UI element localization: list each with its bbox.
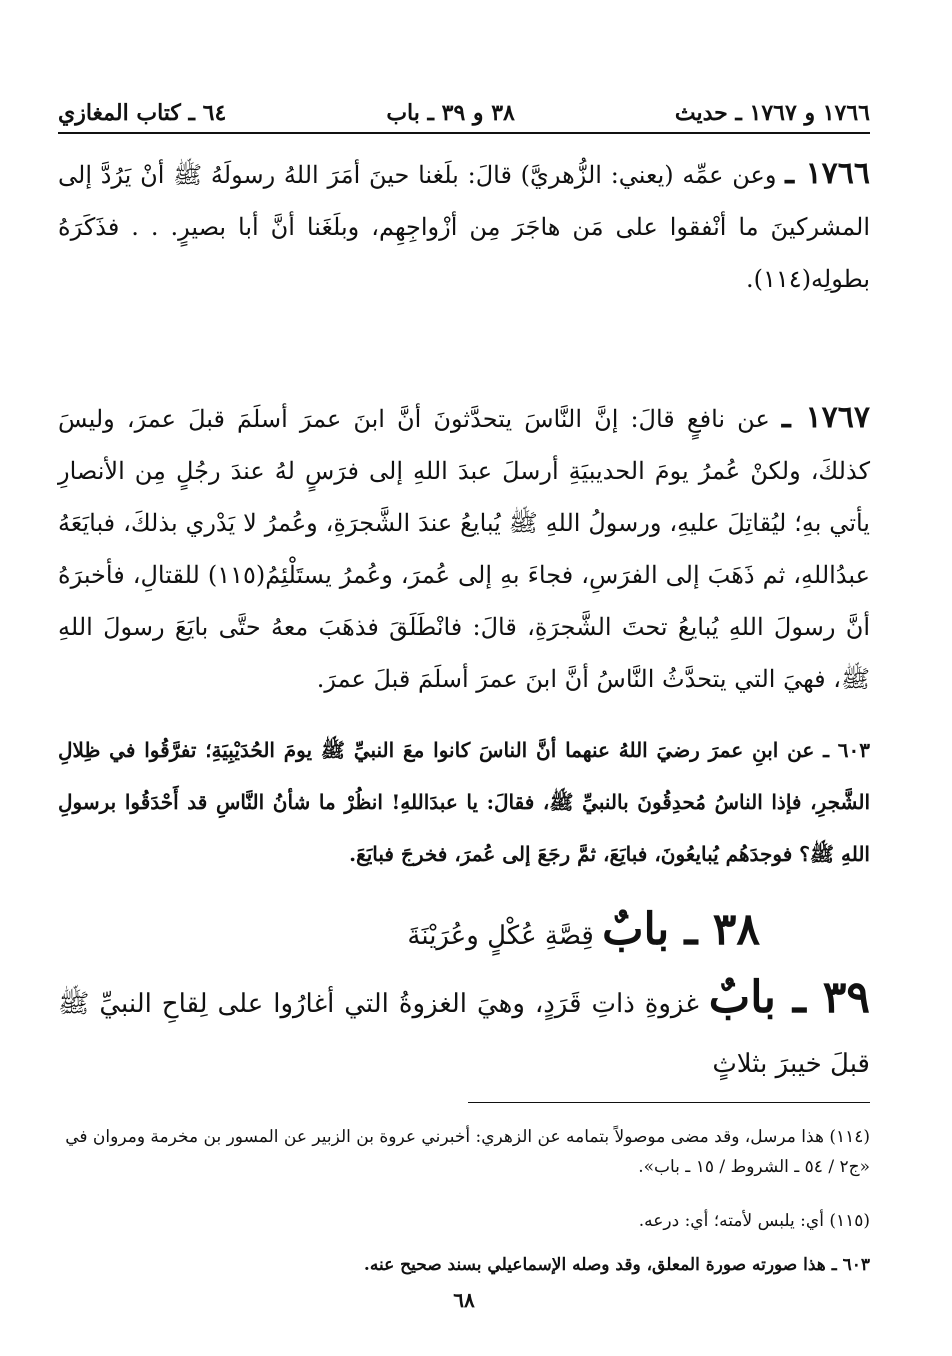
chapter-title: قِصَّةِ عُكْلٍ وعُرَيْنَةَ	[407, 921, 594, 951]
hadith-number: ١٧٦٧ ـ	[781, 400, 870, 435]
header-divider	[58, 132, 870, 134]
header-book-title: ٦٤ ـ كتاب المغازي	[58, 100, 227, 126]
chapter-38-heading	[58, 900, 760, 966]
hadith-text: ٦٠٣ ـ عن ابنِ عمرَ رضيَ اللهُ عنهما أنَّ الناسَ كانوا معَ النبيِّ ﷺ يومَ الحُدَيْبِيَةِ؛ تفرَّقُوا في ظِلالِ الشَّجرِ، فإذا الناسُ مُحدِقُونَ بالنبيِّ ﷺ، فقالَ: يا عبدَاللهِ! انظُرْ ما شأنُ النَّاسِ قد أَحْدَقُوا برسولِ اللهِ ﷺ؟ فوجدَهُم يُبايعُونَ، فبايَعَ، ثمَّ رجَعَ إلى عُمرَ، فخرجَ فبايَعَ.	[58, 738, 870, 866]
hadith-603-mukhtasar	[58, 724, 870, 880]
chapter-label: ٣٨ ـ بابٌ	[602, 904, 760, 955]
hadith-number: ١٧٦٦ ـ	[785, 156, 871, 191]
footnote-114: (١١٤) هذا مرسل، وقد مضى موصولاً بتمامه عن الزهري: أخبرني عروة بن الزبير عن المسور بن مخرمة ومروان في «ج٢ / ٥٤ ـ الشروط / ١٥ ـ باب».	[65, 1127, 870, 1177]
footnote-603: ٦٠٣ ـ هذا صورته صورة المعلق، وقد وصله الإسماعيلي بسند صحيح عنه.	[363, 1255, 870, 1275]
header-chapter: ٣٨ و ٣٩ ـ باب	[386, 100, 515, 126]
chapter-label: ٣٩ ـ بابٌ	[708, 972, 871, 1023]
page-number: ٦٨	[453, 1288, 475, 1312]
hadith-1767	[58, 392, 870, 705]
header-hadith-range: ١٧٦٦ و ١٧٦٧ ـ حديث	[674, 100, 870, 126]
chapter-title: غزوةِ ذاتِ قَرَدٍ، وهيَ الغزوةُ التي أغارُوا على لِقاحِ النبيِّ ﷺ قبلَ خيبرَ بثلاثٍ	[58, 989, 870, 1079]
chapter-39-heading	[58, 968, 870, 1094]
running-header	[58, 88, 870, 126]
footnote-divider	[468, 1102, 870, 1103]
hadith-text: وعن عمِّه (يعني: الزُّهريَّ) قالَ: بلَغنا حينَ أمَرَ اللهُ رسولَهُ ﷺ أنْ يَرُدَّ إلى المشركينَ ما أنْفقوا على مَن هاجَرَ مِن أزْواجِهِم، وبلَغَنا أنَّ أبا بصيرٍ. . . فذَكَرَهُ بطولِه(١١٤).	[58, 161, 870, 293]
book-page	[58, 70, 870, 1340]
footnote-115: (١١٥) أي: يلبس لأمته؛ أي: درعه.	[638, 1211, 870, 1231]
hadith-text: عن نافعٍ قالَ: إنَّ النَّاسَ يتحدَّثونَ أنَّ ابنَ عمرَ أسلَمَ قبلَ عمرَ، وليسَ كذلكَ، ولكنْ عُمرُ يومَ الحديبيَةِ أرسلَ عبدَ اللهِ إلى فرَسٍ لهُ عندَ رجُلٍ مِن الأنصارِ يأتي بهِ؛ ليُقاتِلَ عليهِ، ورسولُ اللهِ ﷺ يُبايعُ عندَ الشَّجرَةِ، وعُمرُ لا يَدْري بذلكَ، فبايَعَهُ عبدُاللهِ، ثم ذَهَبَ إلى الفرَسِ، فجاءَ بهِ إلى عُمرَ، وعُمرُ يستَلْئِمُ(١١٥) للقتالِ، فأخبرَهُ أنَّ رسولَ اللهِ يُبايعُ تحتَ الشَّجرَةِ، قالَ: فانْطَلَقَ فذهَبَ معهُ حتَّى بايَعَ رسولَ اللهِ ﷺ، فهيَ التي يتحدَّثُ النَّاسُ أنَّ ابنَ عمرَ أسلَمَ قبلَ عمرَ.	[58, 405, 870, 693]
hadith-1766	[58, 148, 870, 305]
